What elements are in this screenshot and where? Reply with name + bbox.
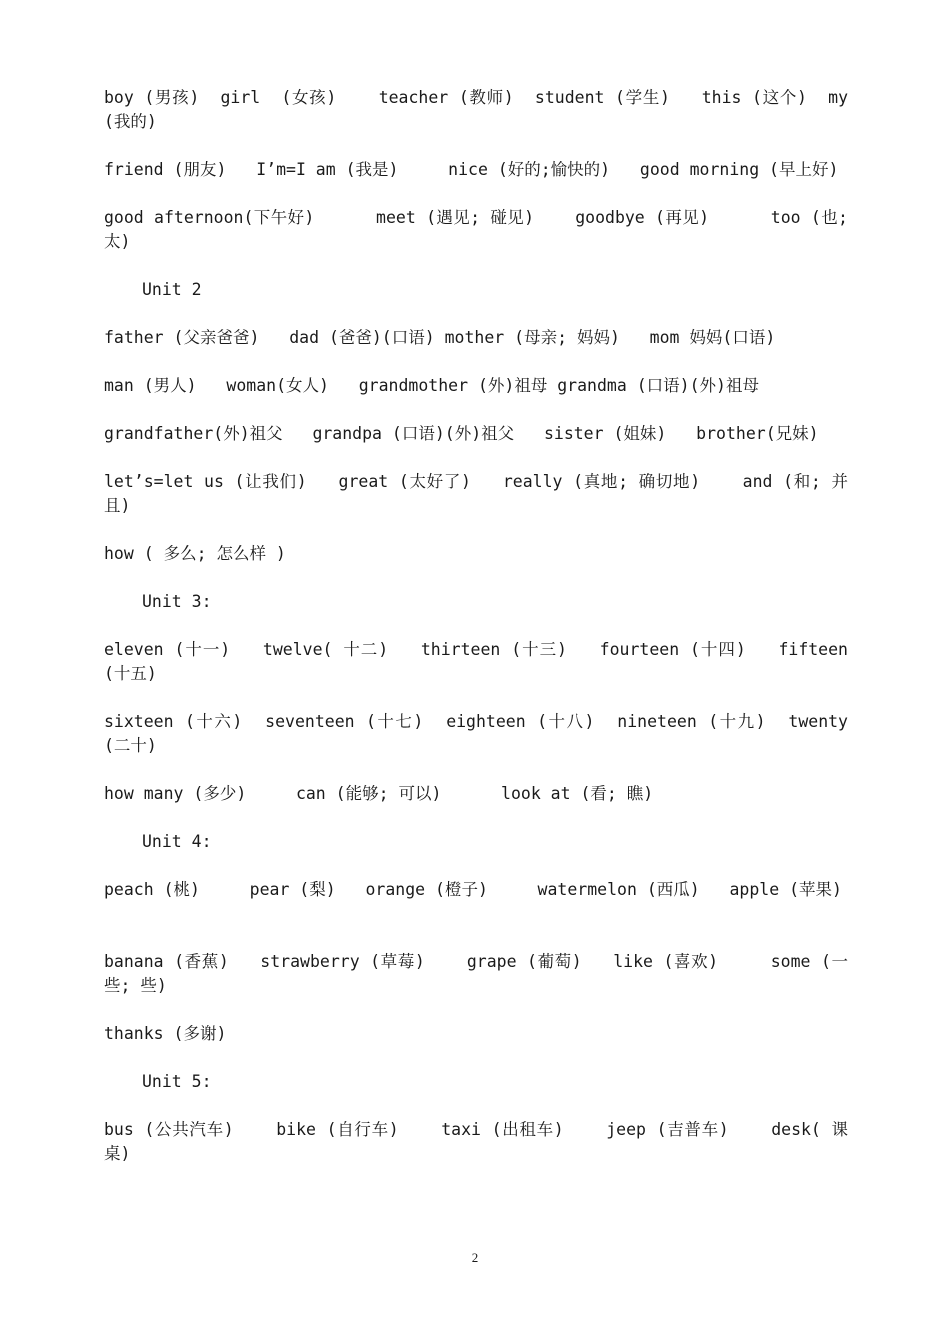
vocab-line: boy (男孩) girl (女孩) teacher (教师) student (学生) this (这个) my (我的) bbox=[104, 88, 858, 131]
vocab-line: friend (朋友) I’m=I am (我是) nice (好的;愉快的) good morning (早上好) bbox=[104, 160, 839, 179]
vocab-line: banana (香蕉) strawberry (草莓) grape (葡萄) like (喜欢) some (一些; 些) bbox=[104, 952, 848, 995]
unit-heading: Unit 2 bbox=[142, 280, 202, 299]
vocab-line: let’s=let us (让我们) great (太好了) really (真地; 确切地) and (和; 并且) bbox=[104, 472, 848, 515]
unit-heading: Unit 4: bbox=[142, 832, 212, 851]
vocab-line: how ( 多么; 怎么样 ) bbox=[104, 544, 286, 563]
vocab-line: man (男人) woman(女人) grandmother (外)祖母 grandma (口语)(外)祖母 bbox=[104, 376, 759, 395]
vocab-line: bus (公共汽车) bike (自行车) taxi (出租车) jeep (吉普车) desk( 课桌) bbox=[104, 1120, 848, 1163]
vocab-line: good afternoon(下午好) meet (遇见; 碰见) goodbye (再见) too (也;太) bbox=[104, 208, 848, 251]
vocab-line: grandfather(外)祖父 grandpa (口语)(外)祖父 sister (姐妹) brother(兄妹) bbox=[104, 424, 819, 443]
document-body bbox=[104, 86, 858, 1190]
unit-heading: Unit 5: bbox=[142, 1072, 212, 1091]
vocab-line: thanks (多谢) bbox=[104, 1024, 227, 1043]
vocab-line: how many (多少) can (能够; 可以) look at (看; 瞧) bbox=[104, 784, 654, 803]
unit-heading: Unit 3: bbox=[142, 592, 212, 611]
vocab-line: sixteen (十六) seventeen (十七) eighteen (十八) nineteen (十九) twenty (二十) bbox=[104, 712, 858, 755]
page-number: 2 bbox=[471, 1250, 479, 1265]
vocab-line: eleven (十一) twelve( 十二) thirteen (十三) fourteen (十四) fifteen (十五) bbox=[104, 640, 858, 683]
vocab-line: father (父亲爸爸) dad (爸爸)(口语) mother (母亲; 妈妈) mom 妈妈(口语) bbox=[104, 328, 776, 347]
vocab-line: peach (桃) pear (梨) orange (橙子) watermelon (西瓜) apple (苹果) bbox=[104, 880, 842, 899]
